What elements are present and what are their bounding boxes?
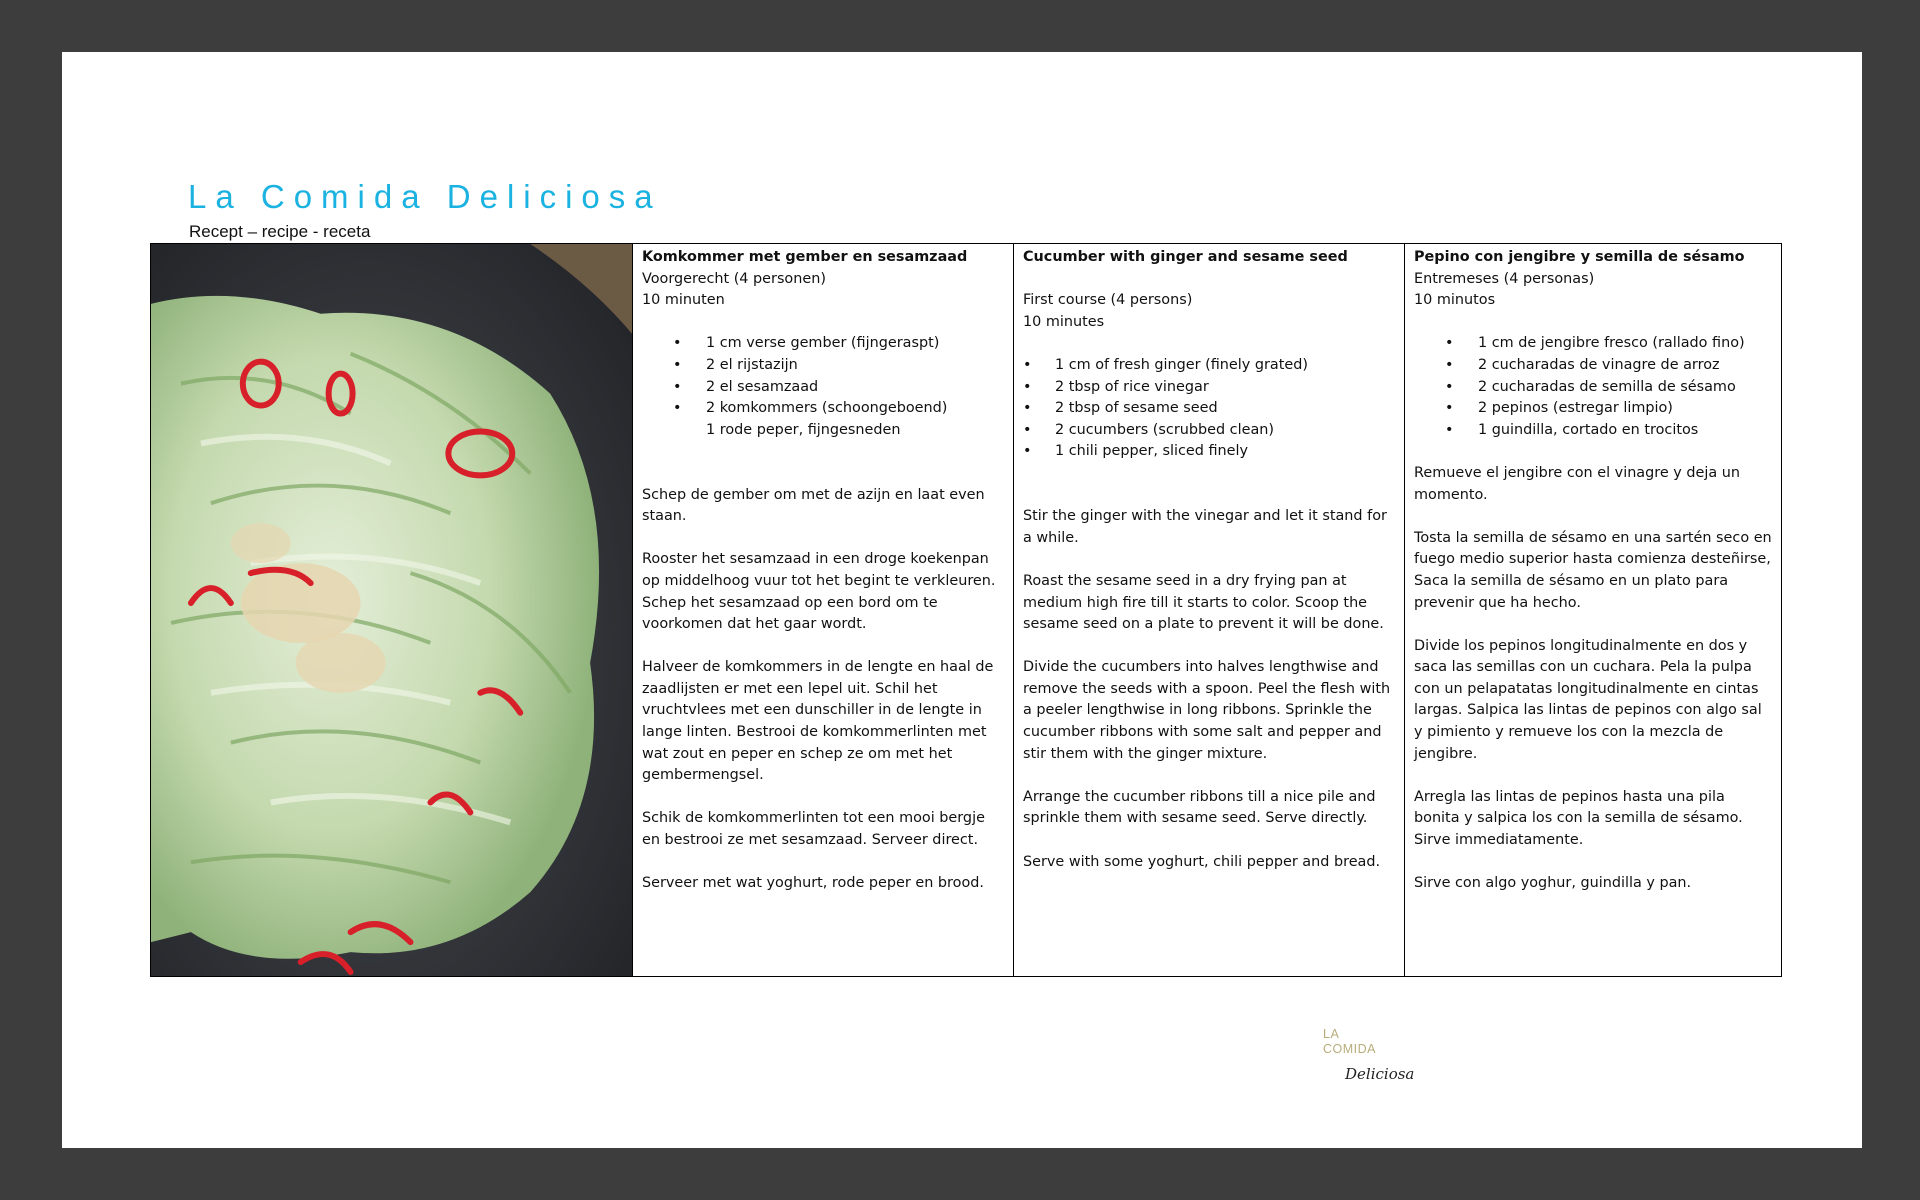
recipe-step: Remueve el jengibre con el vinagre y deja un momento. <box>1414 464 1741 503</box>
recipe-step: Serve with some yoghurt, chili pepper and bread. <box>1023 853 1381 870</box>
salad-illustration <box>151 244 632 976</box>
recipe-step: Sirve con algo yoghur, guindilla y pan. <box>1414 875 1692 892</box>
recipe-column-spanish <box>1404 244 1781 976</box>
ingredient-item: • 2 cucumbers (scrubbed clean) <box>1023 421 1275 438</box>
ingredient-item: • 1 guindilla, cortado en trocitos <box>1445 421 1699 438</box>
ingredient-list <box>1414 333 1773 441</box>
recipe-step: Halveer de komkommers in de lengte en haal de zaadlijsten er met een lepel uit. Schil het vruchtvlees met een dunschiller in de lengte in lange linten. Bestrooi de komkommerlinten met wat zout en peper en schep ze om met het gembermengsel. <box>642 659 994 784</box>
recipe-course: First course (4 persons) <box>1023 292 1193 309</box>
recipe-step: Serveer met wat yoghurt, rode peper en brood. <box>642 875 984 892</box>
brand-title: La Comida Deliciosa <box>188 178 662 215</box>
ingredient-item: • 2 el sesamzaad <box>673 378 819 395</box>
logo-line-2: COMIDA <box>1323 1042 1376 1056</box>
ingredient-item: • 1 cm of fresh ginger (finely grated) <box>1023 356 1308 373</box>
recipe-step: Rooster het sesamzaad in een droge koekenpan op middelhoog vuur tot het begint te verkleuren. Schep het sesamzaad op een bord om te voorkomen dat het gaar wordt. <box>642 551 996 633</box>
cucumber-salad-photo <box>151 244 633 976</box>
recipe-step: Divide the cucumbers into halves lengthwise and remove the seeds with a spoon. Peel the flesh with a peeler lengthwise in long ribbons. Sprinkle the cucumber ribbons with some salt and pepper and stir them with the ginger mixture. <box>1023 659 1391 762</box>
ingredient-list <box>642 333 1005 441</box>
document-page <box>62 52 1862 1148</box>
recipe-title: Pepino con jengibre y semilla de sésamo <box>1414 249 1745 265</box>
recipe-time: 10 minuten <box>642 292 725 309</box>
logo-line-1: LA <box>1323 1027 1340 1041</box>
recipe-step: Stir the ginger with the vinegar and let it stand for a while. <box>1023 508 1387 546</box>
ingredient-item: • 2 komkommers (schoongeboend) <box>673 400 948 417</box>
logo-script: Deliciosa <box>1345 1065 1415 1083</box>
recipe-title: Komkommer met gember en sesamzaad <box>642 249 968 265</box>
ingredient-item: • 2 el rijstazijn <box>673 356 798 373</box>
ingredient-item: • 2 cucharadas de vinagre de arroz <box>1445 356 1720 373</box>
recipe-column-english <box>1013 244 1404 976</box>
ingredient-item-unbulleted: 1 rode peper, fijngesneden <box>706 421 901 438</box>
ingredient-list <box>1023 355 1396 463</box>
recipe-subtitle: Recept – recipe - receta <box>189 222 371 241</box>
ingredient-item: • 2 tbsp of sesame seed <box>1023 400 1218 417</box>
recipe-title: Cucumber with ginger and sesame seed <box>1023 249 1348 265</box>
recipe-time: 10 minutos <box>1414 292 1496 309</box>
ingredient-item: • 2 tbsp of rice vinegar <box>1023 378 1209 395</box>
recipe-step: Tosta la semilla de sésamo en una sartén seco en fuego medio superior hasta comienza desteñirse, Saca la semilla de sésamo en un plato para prevenir que ha hecho. <box>1414 529 1772 611</box>
recipe-table <box>150 243 1782 977</box>
recipe-step: Arregla las lintas de pepinos hasta una pila bonita y salpica los con la semilla de sésamo. Sirve immediatamente. <box>1414 788 1743 849</box>
recipe-time: 10 minutes <box>1023 313 1105 330</box>
recipe-course: Entremeses (4 personas) <box>1414 270 1595 287</box>
recipe-step: Schik de komkommerlinten tot een mooi bergje en bestrooi ze met sesamzaad. Serveer direct. <box>642 810 985 849</box>
ingredient-item: • 1 cm de jengibre fresco (rallado fino) <box>1445 335 1745 352</box>
recipe-course: Voorgerecht (4 personen) <box>642 270 826 287</box>
ingredient-item: • 1 cm verse gember (fijngeraspt) <box>673 335 940 352</box>
recipe-column-dutch <box>633 244 1013 976</box>
recipe-step: Schep de gember om met de azijn en laat even staan. <box>642 486 985 525</box>
ingredient-item: • 2 pepinos (estregar limpio) <box>1445 400 1673 417</box>
recipe-step: Arrange the cucumber ribbons till a nice pile and sprinkle them with sesame seed. Serve directly. <box>1023 788 1376 827</box>
ingredient-item: • 1 chili pepper, sliced finely <box>1023 443 1249 460</box>
brand-logo <box>1323 1027 1443 1087</box>
ingredient-item: • 2 cucharadas de semilla de sésamo <box>1445 378 1736 395</box>
recipe-step: Roast the sesame seed in a dry frying pan at medium high fire till it starts to color. Scoop the sesame seed on a plate to prevent it will be done. <box>1023 572 1384 633</box>
recipe-step: Divide los pepinos longitudinalmente en dos y saca las semillas con un cuchara. Pela la pulpa con un pelapatatas longitudinalmente en cintas largas. Salpica las lintas de pepinos con algo sal y pimiento y remueve los con la mezcla de jengibre. <box>1414 637 1762 762</box>
